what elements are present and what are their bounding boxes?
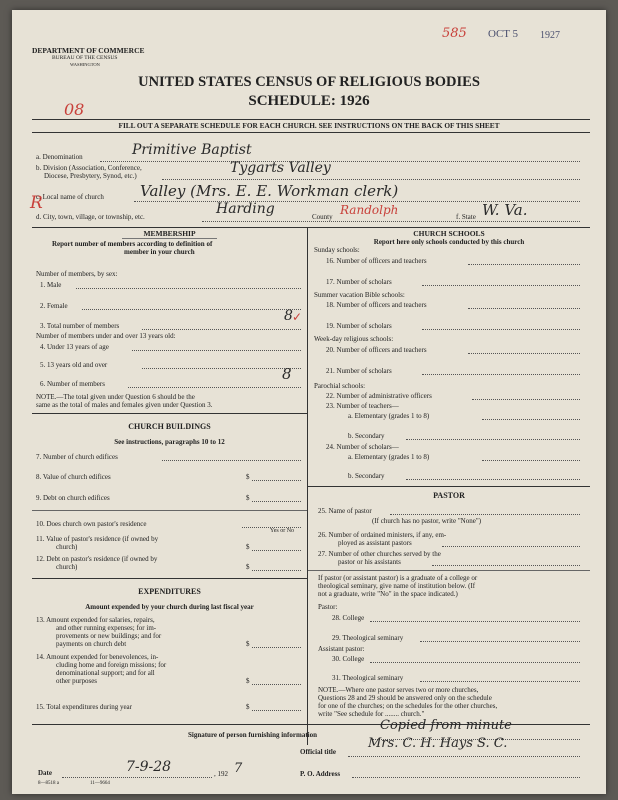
q8-dollar: $: [246, 473, 250, 481]
q14-label-1: 14. Amount expended for benevolences, in-: [36, 653, 159, 661]
q24b-label: b. Secondary: [348, 472, 385, 480]
q2-female-label: 2. Female: [40, 302, 68, 310]
q11-dollar: $: [246, 543, 250, 551]
q14-label-4: other purposes: [56, 677, 98, 685]
membership-intro-1: Report number of members according to definition of: [52, 240, 213, 248]
q12-label-2: church): [56, 563, 78, 571]
membership-note-1: NOTE.—The total given under Question 6 should be the: [36, 393, 195, 401]
state-value[interactable]: W. Va.: [482, 201, 528, 219]
county-value[interactable]: Randolph: [340, 203, 399, 217]
q23a-label: a. Elementary (grades 1 to 8): [348, 412, 430, 420]
assistant-sub-label: Assistant pastor:: [318, 645, 365, 653]
official-title-label: Official title: [300, 748, 336, 756]
buildings-title: CHURCH BUILDINGS: [128, 422, 211, 431]
q12-label-1: 12. Debt on pastor's residence (if owned by: [36, 555, 158, 563]
q21-label: 21. Number of scholars: [326, 367, 392, 375]
q13-label-3: provements or new buildings; and for: [56, 632, 162, 640]
q24a-label: a. Elementary (grades 1 to 8): [348, 453, 430, 461]
division-label-2: Diocese, Presbytery, Synod, etc.): [44, 172, 137, 180]
signature-value[interactable]: Copied from minute: [380, 718, 512, 733]
expenditures-title: EXPENDITURES: [138, 587, 201, 596]
q11-label-1: 11. Value of pastor's residence (if owned by: [36, 535, 159, 543]
city-town-value[interactable]: Harding: [216, 201, 275, 217]
q31-label: 31. Theological seminary: [332, 674, 404, 682]
stamp-number: 585: [442, 26, 467, 41]
date-year: , 192: [214, 770, 228, 778]
date-label: Date: [38, 769, 52, 777]
pastor-note-3: for one of the churches; on the schedules for the other churches,: [318, 702, 498, 710]
q27-label-1: 27. Number of other churches served by the: [318, 550, 441, 558]
q18-label: 18. Number of officers and teachers: [326, 301, 427, 309]
city-label: WASHINGTON: [70, 62, 100, 67]
date-year-handwritten: 7: [234, 761, 243, 776]
division-value[interactable]: Tygarts Valley: [230, 160, 331, 176]
q4-under13-label: 4. Under 13 years of age: [40, 343, 109, 351]
grad-note-2: theological seminary, give name of institution below. (If: [318, 582, 476, 590]
membership-intro-2: member in your church: [124, 248, 195, 256]
red-check-mark: ✓: [292, 310, 303, 324]
department-label: DEPARTMENT OF COMMERCE: [32, 46, 145, 55]
official-title-value[interactable]: Mrs. C. H. Hays S. C.: [368, 736, 508, 751]
denomination-label: a. Denomination: [36, 153, 83, 161]
q14-label-3: denominational support; and for all: [56, 669, 155, 677]
state-label: f. State: [456, 213, 476, 221]
q30-label: 30. College: [332, 655, 365, 663]
q6-number-label: 6. Number of members: [40, 380, 105, 388]
buildings-subtitle: See instructions, paragraphs 10 to 12: [114, 438, 225, 446]
pastor-note-4: write "See schedule for ........ church.": [318, 710, 425, 718]
form-subtitle: SCHEDULE: 1926: [248, 93, 370, 109]
pastor-note-1: NOTE.—Where one pastor serves two or more churches,: [318, 686, 479, 694]
q13-label-1: 13. Amount expended for salaries, repairs,: [36, 616, 155, 624]
form-number: 8—8518 a: [38, 781, 59, 786]
q9-label: 9. Debt on church edifices: [36, 494, 110, 502]
q19-label: 19. Number of scholars: [326, 322, 392, 330]
q7-label: 7. Number of church edifices: [36, 453, 118, 461]
membership-sex-label: Number of members, by sex:: [36, 270, 118, 278]
q13-label-4: payments on church debt: [56, 640, 127, 648]
q23-label: 23. Number of teachers—: [326, 402, 399, 410]
q12-dollar: $: [246, 563, 250, 571]
q13-dollar: $: [246, 640, 250, 648]
schools-intro: Report here only schools conducted by this church: [373, 238, 525, 246]
pastor-sub-label: Pastor:: [318, 603, 338, 611]
grad-note-3: not a graduate, write "No" in the space indicated.): [318, 590, 458, 598]
state-label-text: State: [461, 213, 476, 221]
membership-age-label: Number of members under and over 13 years old:: [36, 332, 176, 340]
q28-label: 28. College: [332, 614, 365, 622]
local-name-label: c. Local name of church: [36, 193, 104, 201]
q23b-label: b. Secondary: [348, 432, 385, 440]
membership-note-2: same as the total of males and females given under Question 3.: [36, 401, 213, 409]
q13-label-2: and other running expenses; for im-: [56, 624, 157, 632]
membership-title: MEMBERSHIP: [143, 229, 196, 238]
schools-title: CHURCH SCHOOLS: [413, 229, 485, 238]
q24-label: 24. Number of scholars—: [326, 443, 399, 451]
q14-dollar: $: [246, 677, 250, 685]
q15-label: 15. Total expenditures during year: [36, 703, 132, 711]
pastor-note-2: Questions 28 and 29 should be answered only on the schedule: [318, 694, 492, 702]
city-town-label: d. City, town, village, or township, etc.: [36, 213, 145, 221]
census-schedule-page: [12, 10, 606, 794]
q26-label-2: ployed as assistant pastors: [338, 539, 412, 547]
expenditures-subtitle: Amount expended by your church during last fiscal year: [85, 603, 254, 611]
q5-over13-label: 5. 13 years old and over: [40, 361, 108, 369]
stamp-year: 1927: [540, 30, 560, 41]
signature-label: Signature of person furnishing information: [188, 731, 317, 739]
q17-label: 17. Number of scholars: [326, 278, 392, 286]
bureau-label: BUREAU OF THE CENSUS: [52, 55, 118, 61]
instruction-line: FILL OUT A SEPARATE SCHEDULE FOR EACH CHURCH. SEE INSTRUCTIONS ON THE BACK OF THIS SHEET: [118, 121, 500, 130]
q20-label: 20. Number of officers and teachers: [326, 346, 427, 354]
q10-label: 10. Does church own pastor's residence: [36, 520, 147, 528]
red-annotation-number: 08: [64, 100, 85, 119]
q8-label: 8. Value of church edifices: [36, 473, 111, 481]
red-mark-r: R: [30, 193, 43, 213]
county-label: County: [312, 213, 333, 221]
form-number-2: 11—9664: [90, 781, 110, 786]
q1-male-label: 1. Male: [40, 281, 62, 289]
q26-label-1: 26. Number of ordained ministers, if any, em-: [318, 531, 447, 539]
q10-hint: Yes or No: [270, 528, 295, 534]
q22-label: 22. Number of administrative officers: [326, 392, 432, 400]
local-name-value[interactable]: Valley (Mrs. E. E. Workman clerk): [140, 182, 399, 200]
q6-number-value[interactable]: 8: [282, 365, 292, 383]
grad-note-1: If pastor (or assistant pastor) is a graduate of a college or: [318, 574, 478, 582]
sunday-label: Sunday schools:: [314, 246, 360, 254]
po-address-label: P. O. Address: [300, 770, 341, 778]
date-value[interactable]: 7-9-28: [126, 759, 172, 775]
pastor-title: PASTOR: [433, 491, 465, 500]
parochial-label: Parochial schools:: [314, 382, 366, 390]
q27-label-2: pastor or his assistants: [338, 558, 401, 566]
q11-label-2: church): [56, 543, 78, 551]
denomination-value[interactable]: Primitive Baptist: [132, 142, 252, 158]
q25-hint: (If church has no pastor, write "None"): [372, 517, 482, 525]
q29-label: 29. Theological seminary: [332, 634, 404, 642]
q14-label-2: cluding home and foreign missions; for: [56, 661, 167, 669]
q16-label: 16. Number of officers and teachers: [326, 257, 427, 265]
stamp-date: OCT 5: [488, 28, 519, 40]
q3-total-value[interactable]: 8: [284, 308, 293, 324]
q15-dollar: $: [246, 703, 250, 711]
division-label-1: b. Division (Association, Conference,: [36, 164, 142, 172]
summer-label: Summer vacation Bible schools:: [314, 291, 405, 299]
q3-total-label: 3. Total number of members: [40, 322, 120, 330]
weekday-label: Week-day religious schools:: [314, 335, 394, 343]
q9-dollar: $: [246, 494, 250, 502]
form-title: UNITED STATES CENSUS OF RELIGIOUS BODIES: [138, 74, 480, 90]
q25-label: 25. Name of pastor: [318, 507, 372, 515]
